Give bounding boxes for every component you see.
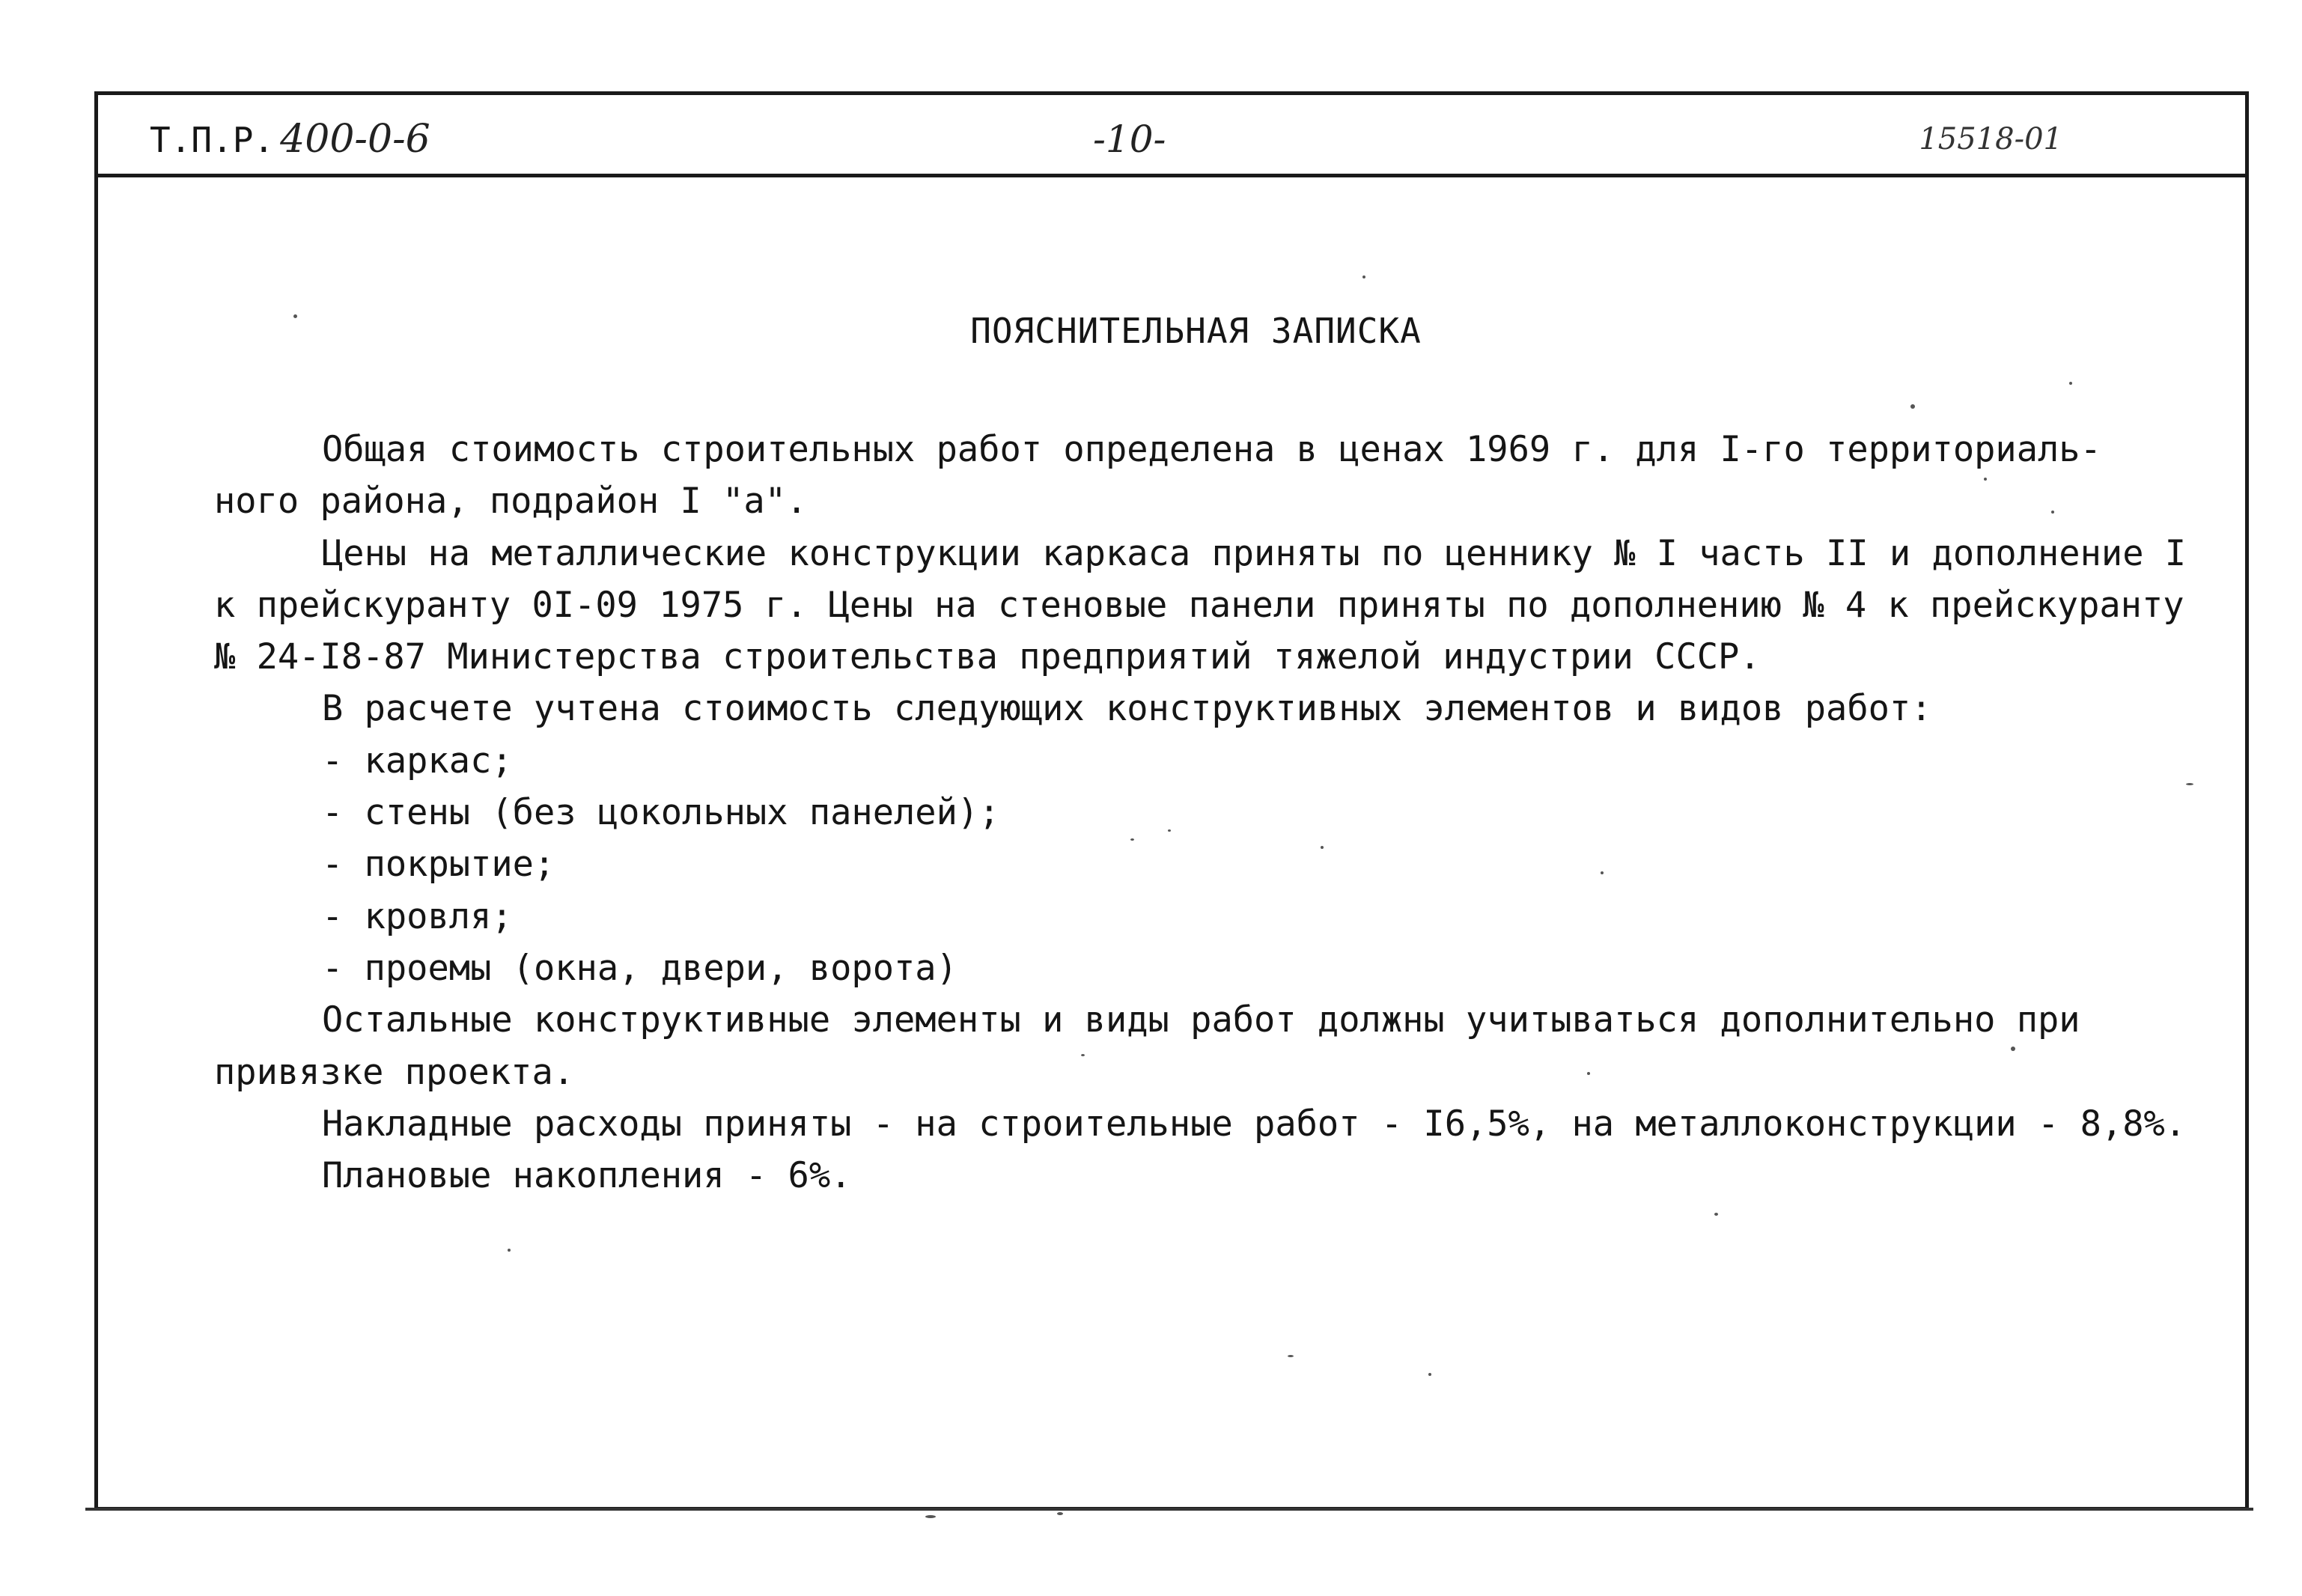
scan-speck — [2186, 783, 2193, 785]
list-item: - каркас; — [322, 740, 513, 782]
scan-speck — [1288, 1355, 1294, 1357]
scan-speck — [1587, 1072, 1590, 1075]
scan-speck — [1168, 829, 1171, 832]
scan-speck — [293, 314, 297, 318]
text-line: № 24-I8-87 Министерства строительства предприятий тяжелой индустрии СССР. — [214, 636, 1761, 678]
list-item: - проемы (окна, двери, ворота) — [322, 947, 957, 989]
text-line: Остальные конструктивные элементы и виды работ должны учитываться дополнительно при — [322, 999, 2080, 1041]
document-code-handwritten: 400-0-6 — [280, 117, 430, 162]
scan-speck — [1428, 1373, 1431, 1376]
text-line: Цены на металлические конструкции каркаса приняты по ценнику № I часть II и дополнение I — [322, 532, 2187, 574]
text-line: привязке проекта. — [214, 1051, 575, 1093]
scan-speck — [1362, 275, 1365, 278]
text-line: к прейскуранту 0I-09 1975 г. Цены на стеновые панели приняты по дополнению № 4 к прейскуранту — [214, 584, 2184, 626]
sheet-code: 15518-01 — [1919, 122, 2062, 156]
scan-speck — [1714, 1213, 1718, 1216]
text-line: Общая стоимость строительных работ определена в ценах 1969 г. для I-го территориаль- — [322, 429, 2101, 470]
scan-speck — [1321, 846, 1324, 849]
scan-speck — [2051, 511, 2054, 514]
list-item: - покрытие; — [322, 844, 555, 886]
document-code-prefix: Т.П.Р. — [150, 120, 275, 160]
scan-speck — [1601, 871, 1604, 874]
header-divider — [94, 174, 2249, 177]
text-line: Накладные расходы приняты - на строительные работ - I6,5%, на металлоконструкции - 8,8%. — [322, 1103, 2187, 1145]
scan-speck — [1130, 838, 1134, 841]
scan-speck — [1057, 1512, 1063, 1515]
scan-speck — [1910, 404, 1915, 409]
list-item: - кровля; — [322, 895, 513, 937]
document-code — [150, 118, 430, 161]
list-item: - стены (без цокольных панелей); — [322, 792, 1000, 834]
scan-speck — [2069, 382, 2072, 385]
text-line: В расчете учтена стоимость следующих конструктивных элементов и видов работ: — [322, 688, 1932, 730]
explanatory-note-body — [214, 424, 2190, 1201]
text-line: Плановые накопления - 6%. — [322, 1155, 852, 1197]
text-line: ного района, подрайон I "а". — [214, 481, 808, 523]
scan-speck — [1081, 1054, 1085, 1056]
bottom-divider — [85, 1508, 2253, 1511]
scan-speck — [2011, 1047, 2015, 1051]
scan-speck — [925, 1515, 936, 1518]
document-title: ПОЯСНИТЕЛЬНАЯ ЗАПИСКА — [970, 311, 1422, 351]
page-number: -10- — [1093, 118, 1166, 161]
scan-speck — [508, 1249, 511, 1252]
scan-speck — [1984, 478, 1987, 481]
